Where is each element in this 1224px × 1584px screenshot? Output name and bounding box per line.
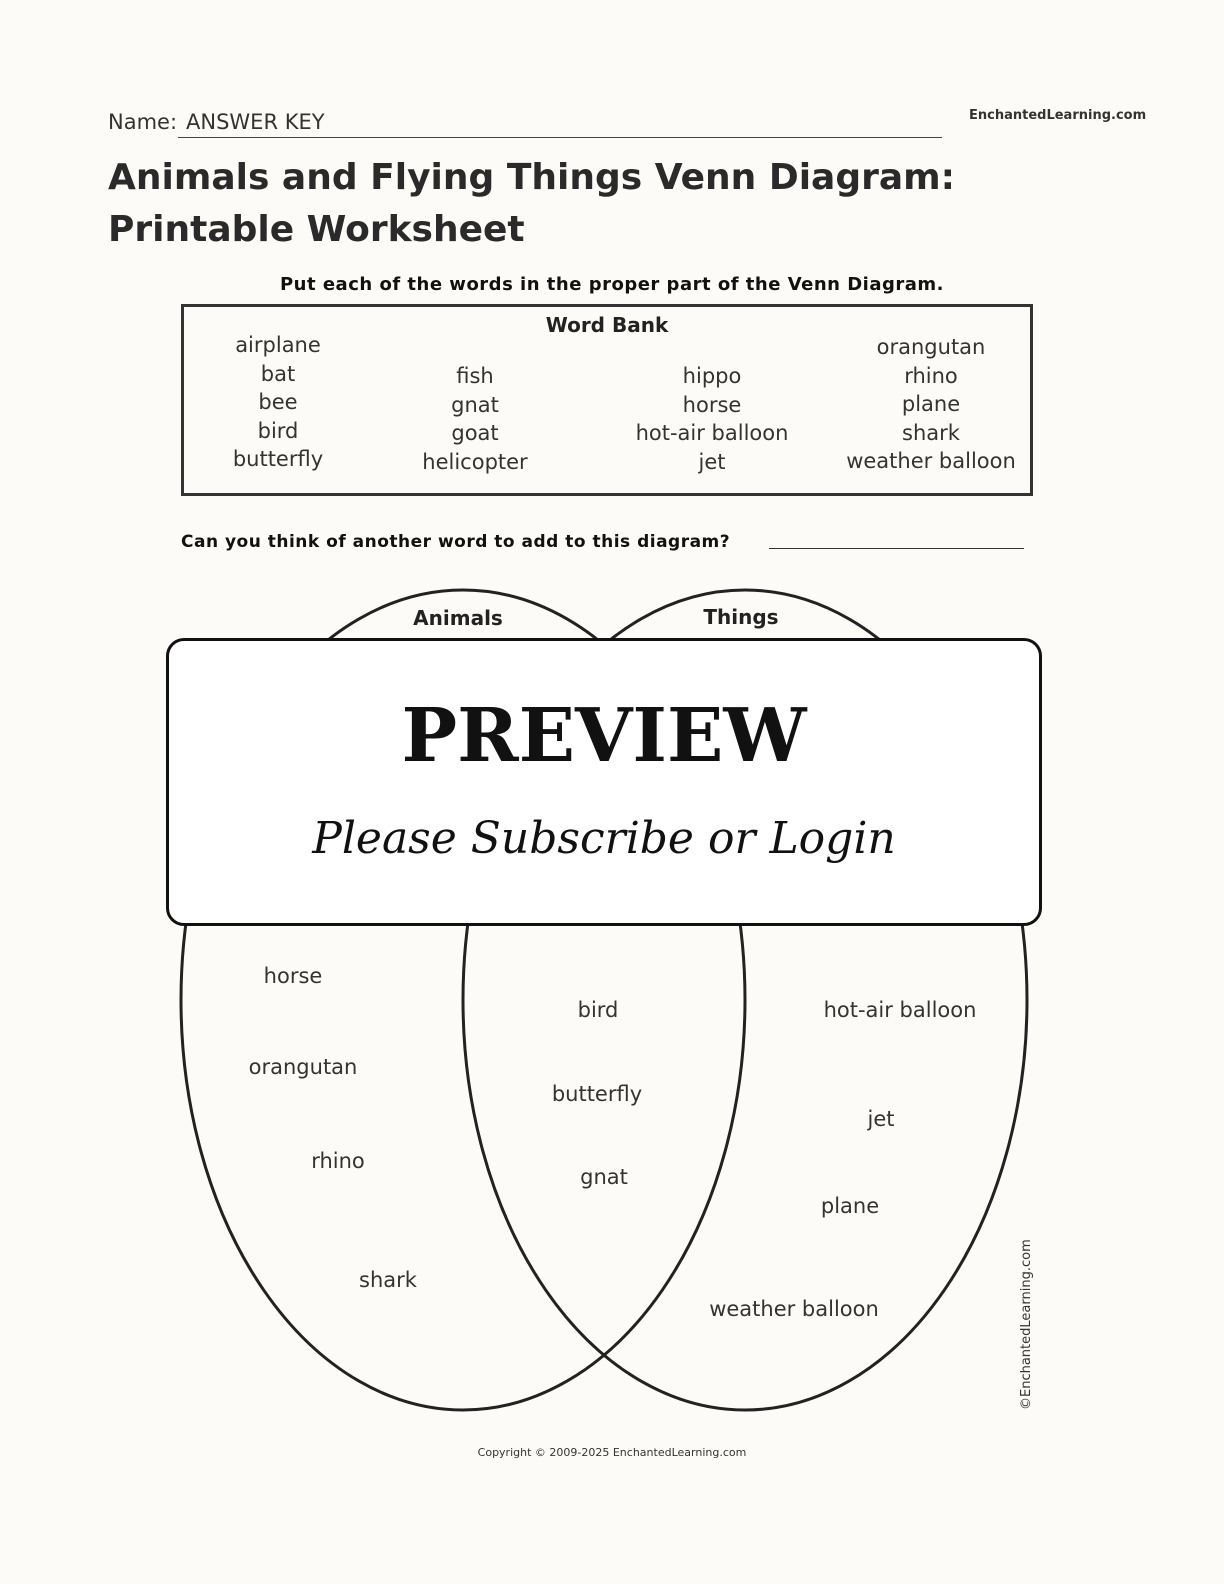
word-bank-item: rhino	[904, 363, 958, 388]
instruction-text: Put each of the words in the proper part of the Venn Diagram.	[279, 274, 945, 295]
site-brand-link[interactable]: EnchantedLearning.com	[969, 108, 1147, 123]
word-bank-item: shark	[902, 420, 960, 445]
venn-middle-word: butterfly	[551, 1082, 643, 1106]
extra-word-question: Can you think of another word to add to this diagram?	[181, 532, 731, 552]
name-value: ANSWER KEY	[186, 110, 325, 134]
word-bank-item: weather balloon	[846, 449, 1016, 473]
venn-left-word: shark	[359, 1268, 417, 1292]
venn-right-word: hot-air balloon	[823, 998, 977, 1022]
venn-left-word: rhino	[311, 1149, 365, 1173]
word-bank-item: butterfly	[232, 447, 324, 471]
word-bank-item: plane	[901, 392, 961, 416]
preview-title: PREVIEW	[401, 693, 807, 779]
subscribe-login-link[interactable]: Please Subscribe or Login	[312, 813, 896, 864]
venn-left-word: horse	[263, 964, 323, 988]
word-bank-item: bee	[258, 390, 298, 414]
word-bank-item: hot-air balloon	[635, 421, 789, 445]
copyright-text: Copyright © 2009-2025 EnchantedLearning.com	[477, 1446, 747, 1459]
word-bank-item: airplane	[235, 333, 321, 357]
venn-right-word: plane	[820, 1194, 880, 1218]
venn-left-label: Animals	[413, 606, 503, 630]
venn-middle-word: gnat	[580, 1165, 628, 1189]
word-bank-item: horse	[682, 392, 742, 417]
page-title: Animals and Flying Things Venn Diagram: Printable Worksheet	[108, 157, 956, 250]
word-bank-item: goat	[451, 421, 499, 445]
word-bank-item: hippo	[682, 364, 742, 388]
venn-right-label: Things	[703, 605, 779, 629]
word-bank-item: helicopter	[422, 449, 528, 474]
word-bank-item: gnat	[451, 392, 499, 417]
side-credit: ©EnchantedLearning.com	[1019, 1239, 1034, 1410]
name-label: Name:	[108, 110, 178, 134]
venn-right-word: jet	[867, 1107, 895, 1131]
preview-overlay[interactable]	[166, 638, 1042, 926]
word-bank-item: orangutan	[876, 335, 986, 359]
word-bank-item: fish	[456, 364, 494, 388]
venn-left-word: orangutan	[248, 1055, 358, 1079]
word-bank-title: Word Bank	[545, 313, 669, 337]
word-bank-item: jet	[698, 449, 726, 474]
word-bank-item: bat	[260, 361, 296, 386]
venn-right-word: weather balloon	[709, 1297, 879, 1321]
word-bank-item: bird	[257, 418, 299, 443]
venn-middle-word: bird	[577, 998, 619, 1022]
